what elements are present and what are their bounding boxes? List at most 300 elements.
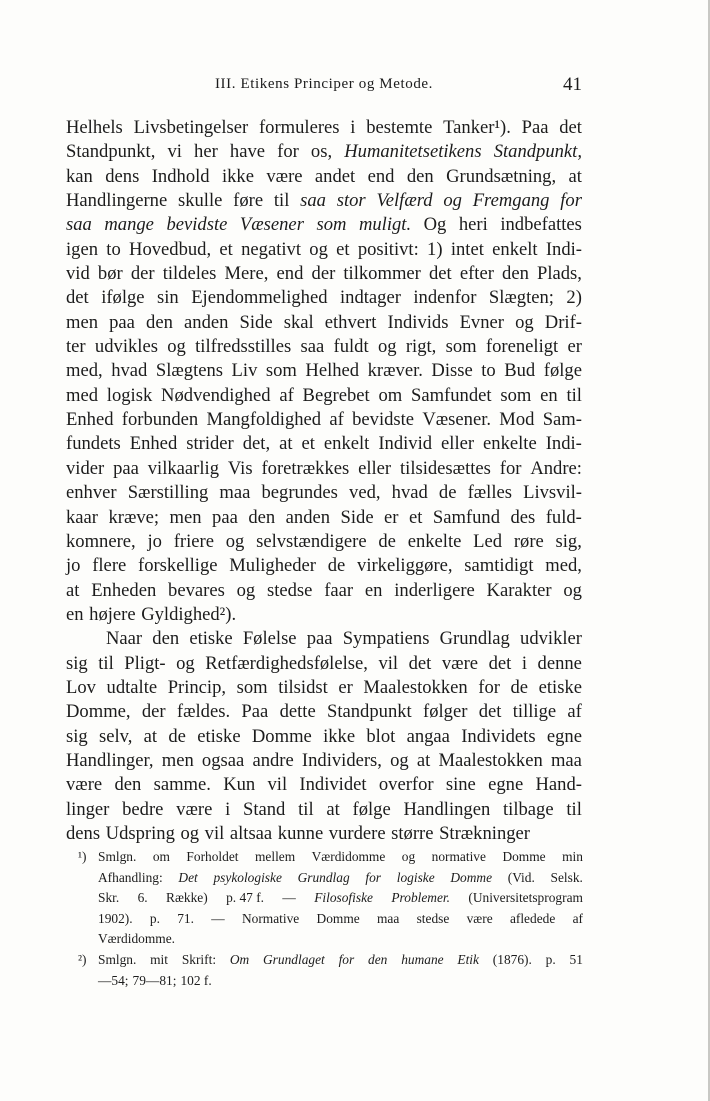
word: vid	[66, 263, 90, 285]
word: positivt:	[357, 238, 419, 260]
footnote-line	[98, 868, 583, 889]
word: tillige	[512, 701, 557, 723]
body-line	[66, 676, 582, 700]
word: forskellige	[138, 555, 218, 577]
word: være	[66, 774, 103, 796]
word: sine	[445, 774, 476, 796]
word: Smlgn.	[98, 951, 137, 967]
word: Plads,	[537, 263, 582, 285]
word: Individs	[387, 311, 449, 333]
body-text	[66, 116, 582, 846]
word: Slægtens	[155, 360, 224, 382]
italic-word: Filosofiske	[314, 890, 373, 906]
word: kan	[66, 165, 93, 187]
word: Led	[473, 530, 503, 552]
word: afledede	[509, 910, 556, 926]
footnote-mark: ¹)	[78, 849, 87, 864]
body-line	[66, 335, 582, 359]
word: den	[146, 311, 173, 333]
word: foreneligt	[485, 336, 559, 358]
body-line	[66, 652, 582, 676]
word: men	[161, 749, 194, 771]
italic-word: Domme	[450, 869, 493, 885]
word: Smlgn.	[98, 849, 137, 864]
word: ter	[66, 336, 86, 358]
word: som	[500, 384, 532, 406]
word: er	[567, 336, 582, 358]
word: os,	[310, 141, 333, 163]
word: i	[225, 798, 231, 820]
word: det	[408, 652, 432, 674]
word: dette	[279, 701, 316, 723]
word: den	[152, 628, 180, 650]
word: af	[329, 409, 344, 431]
word: 1902).	[98, 910, 133, 926]
word: med	[66, 384, 99, 406]
word: Livsvil-	[523, 482, 582, 504]
word: Pligt-	[124, 652, 166, 674]
word: hvad	[391, 482, 428, 504]
word: jo	[147, 530, 162, 552]
body-line	[66, 798, 582, 822]
word: Indi-	[545, 433, 582, 455]
italic-word: saa	[300, 190, 326, 212]
word: udvikles	[94, 336, 158, 358]
word: røre	[513, 530, 544, 552]
word: Hovedbud,	[129, 238, 212, 260]
word: tildeles	[162, 263, 217, 285]
word: strider	[186, 433, 234, 455]
italic-word: muligt.	[358, 214, 412, 236]
word: mellem	[254, 849, 296, 864]
word: Muligheder	[229, 555, 316, 577]
word: Følelse	[242, 628, 297, 650]
word: Standpunkt,	[66, 141, 156, 163]
word: Side	[340, 506, 374, 528]
word: tilsidst	[278, 676, 328, 698]
italic-word: Humanitetsetikens	[344, 141, 482, 163]
word: dens	[105, 165, 140, 187]
word: bevidste	[352, 409, 415, 431]
word: hvad	[111, 360, 148, 382]
word: Side	[239, 311, 273, 333]
word: angaa	[406, 725, 450, 747]
word: maa	[376, 910, 400, 926]
word: Domme	[316, 910, 360, 926]
word: af	[567, 701, 582, 723]
word: til	[98, 652, 114, 674]
word: paa	[212, 506, 238, 528]
word: enkelte	[407, 530, 462, 552]
word: Væsener.	[422, 409, 492, 431]
word: egne	[488, 774, 524, 796]
italic-word: bevidste	[166, 214, 228, 236]
italic-word: Fremgang	[472, 190, 550, 212]
word: p.	[545, 951, 556, 967]
word: det	[488, 652, 512, 674]
word: er	[338, 676, 353, 698]
word: Naar	[106, 628, 143, 650]
word: fuldt	[333, 336, 369, 358]
word: blot	[366, 725, 396, 747]
word: enkelt	[492, 238, 538, 260]
word: vurdere	[328, 822, 386, 844]
word: samme.	[153, 774, 211, 796]
body-line	[66, 165, 582, 189]
word: de	[168, 725, 186, 747]
word: men	[66, 311, 99, 333]
word: etiske	[197, 725, 241, 747]
word: det	[428, 263, 452, 285]
body-line	[66, 506, 582, 530]
word: at	[416, 749, 431, 771]
word: andre	[252, 749, 294, 771]
word: Strækninger	[439, 822, 530, 844]
word: Enhed	[66, 409, 114, 431]
word: Slægten;	[488, 287, 554, 309]
word: ethvert	[324, 311, 377, 333]
word: Karakter	[486, 579, 552, 601]
word: egne	[546, 725, 582, 747]
word: udtalte	[106, 676, 158, 698]
word: kaar	[66, 506, 98, 528]
word: paa	[113, 457, 139, 479]
word: foretrækkes	[261, 457, 350, 479]
word: indtager	[340, 287, 401, 309]
word: Domme	[251, 725, 312, 747]
word: 79—81;	[132, 972, 177, 988]
word: her	[194, 141, 218, 163]
italic-word: logiske	[396, 869, 435, 885]
word: igen	[66, 238, 99, 260]
word: (1876).	[492, 951, 532, 967]
word: indbefattes	[500, 214, 582, 236]
body-line	[66, 432, 582, 456]
word: af	[572, 910, 583, 926]
word: altsaa	[229, 822, 273, 844]
body-line	[66, 603, 582, 627]
word: indenfor	[413, 287, 477, 309]
footnote-mark: ²)	[78, 951, 87, 967]
word: Enheden	[91, 579, 157, 601]
italic-word: for	[560, 190, 582, 212]
word: for	[277, 141, 299, 163]
word: eller	[441, 433, 475, 455]
word: udvikler	[520, 628, 582, 650]
word: det,	[242, 433, 271, 455]
word: etiske	[538, 676, 582, 698]
word: Retfærdighedsfølelse,	[205, 652, 368, 674]
word: selvstændigere	[256, 530, 367, 552]
word: Maalestokken	[438, 749, 543, 771]
body-line	[66, 189, 582, 213]
word: vil	[378, 652, 399, 674]
word: om	[378, 384, 403, 406]
word: det	[559, 117, 582, 138]
word: følge	[543, 360, 582, 382]
word: Lov	[66, 676, 96, 698]
word: Række)	[166, 890, 208, 906]
body-line	[66, 725, 582, 749]
word: Samfundet	[411, 384, 492, 406]
word: mit	[150, 951, 168, 967]
word: der	[311, 263, 336, 285]
word: Særstilling	[127, 482, 209, 504]
word: den	[114, 774, 142, 796]
body-line	[66, 530, 582, 554]
word: eller	[358, 457, 392, 479]
word: et	[408, 506, 423, 528]
word: jo	[66, 555, 81, 577]
word: Gyldighed²).	[141, 603, 237, 625]
word: at	[143, 725, 158, 747]
word: vider	[66, 457, 105, 479]
word: fælles	[467, 482, 512, 504]
footnote-line	[98, 950, 583, 971]
italic-word: stor	[336, 190, 366, 212]
word: Individet	[299, 774, 367, 796]
footnote-line	[98, 847, 583, 868]
word: tilsidesættes	[399, 457, 491, 479]
word: Samfund	[432, 506, 500, 528]
word: Princip,	[167, 676, 227, 698]
italic-word: Problemer.	[391, 890, 450, 906]
word: flere	[92, 555, 127, 577]
word: til	[566, 798, 582, 820]
word: at	[66, 579, 80, 601]
word: andet	[314, 165, 356, 187]
body-line	[66, 457, 582, 481]
body-line	[66, 116, 582, 140]
word: samtidigt	[464, 555, 534, 577]
word: sin	[157, 287, 179, 309]
running-title: III. Etikens Principer og Metode.	[214, 76, 434, 92]
word: inderligere	[394, 579, 475, 601]
word: føre	[233, 190, 264, 212]
body-line	[66, 579, 582, 603]
word: i	[521, 652, 527, 674]
word: —54;	[98, 972, 129, 988]
word: p. 47 f.	[226, 890, 265, 906]
word: Domme,	[66, 701, 131, 723]
italic-word: Velfærd	[376, 190, 433, 212]
word: de	[378, 530, 396, 552]
word: anden	[285, 506, 331, 528]
word: til	[298, 798, 314, 820]
word: Indi-	[545, 238, 582, 260]
word: efter	[459, 263, 494, 285]
italic-word: for	[338, 951, 355, 967]
word: til	[566, 384, 582, 406]
page-number: 41	[563, 74, 582, 95]
word: Individers,	[301, 749, 382, 771]
word: saa	[300, 336, 325, 358]
italic-word: som	[316, 214, 347, 236]
word: Stand	[243, 798, 286, 820]
body-line	[66, 749, 582, 773]
word: Handlingen	[403, 798, 491, 820]
word: der	[130, 263, 155, 285]
word: ikke	[323, 725, 356, 747]
word: 51	[569, 951, 583, 967]
word: (Universitetsprogram	[468, 890, 583, 906]
word: Handlinger,	[66, 749, 154, 771]
body-line	[66, 384, 582, 408]
word: des	[510, 506, 536, 528]
word: enkelte	[483, 433, 537, 455]
word: Enhed	[129, 433, 178, 455]
word: 102 f.	[180, 972, 212, 988]
word: enkelt	[323, 433, 370, 455]
word: som	[445, 336, 477, 358]
word: dens	[66, 822, 101, 844]
footnote-line	[98, 929, 583, 950]
word: Paa	[521, 117, 549, 138]
word: følge	[352, 798, 391, 820]
word: Skr.	[98, 890, 120, 906]
word: Grundsætning,	[446, 165, 557, 187]
word: Individets	[461, 725, 536, 747]
word: to	[106, 238, 121, 260]
word: Handlingerne	[66, 190, 168, 212]
word: være	[441, 652, 479, 674]
word: tilbage	[503, 798, 554, 820]
word: for	[478, 676, 500, 698]
italic-word: saa	[66, 214, 92, 236]
word: Evner	[459, 311, 504, 333]
word: og	[236, 579, 256, 601]
word: stedse	[266, 579, 313, 601]
word: 6.	[137, 890, 148, 906]
word: Bud	[504, 360, 536, 382]
running-header	[66, 74, 582, 102]
word: være	[176, 798, 213, 820]
word: Udspring	[105, 822, 175, 844]
word: og	[563, 579, 582, 601]
word: højere	[89, 603, 136, 625]
word: kræve;	[108, 506, 160, 528]
word: intet	[450, 238, 484, 260]
word: de	[510, 676, 529, 698]
word: Individ	[378, 433, 433, 455]
word: Grundlag	[439, 628, 510, 650]
word: anden	[184, 311, 229, 333]
word: den	[502, 263, 529, 285]
word: faar	[324, 579, 354, 601]
word: det	[66, 287, 89, 309]
body-line	[66, 773, 582, 797]
word: Drif-	[544, 311, 582, 333]
word: som	[236, 676, 268, 698]
word: Afhandling:	[98, 869, 163, 885]
word: med,	[545, 555, 582, 577]
italic-word: Væsener	[239, 214, 304, 236]
word: Kun	[223, 774, 256, 796]
body-line	[66, 262, 582, 286]
body-line	[66, 408, 582, 432]
word: maa	[219, 482, 251, 504]
word: min	[562, 849, 583, 864]
word: denne	[537, 652, 582, 674]
word: Paa	[241, 701, 269, 723]
word: have	[229, 141, 266, 163]
word: og	[309, 238, 328, 260]
word: og	[167, 336, 186, 358]
word: følger	[423, 701, 468, 723]
word: Livsbetingelser	[133, 117, 249, 138]
word: stedse	[416, 910, 450, 926]
italic-word: Om	[229, 951, 250, 967]
italic-word: Det	[178, 869, 198, 885]
word: Værdidomme	[311, 849, 386, 864]
word: vilkaarlig	[147, 457, 220, 479]
italic-word: Etik	[457, 951, 479, 967]
word: i	[350, 117, 356, 138]
word: ogsaa	[201, 749, 245, 771]
word: en	[364, 579, 383, 601]
word: kræver.	[367, 360, 423, 382]
word: for	[499, 457, 522, 479]
word: at	[568, 165, 582, 187]
word: Maalestokken	[363, 676, 468, 698]
word: om	[152, 849, 170, 864]
word: at	[279, 433, 293, 455]
word: Tanker¹).	[443, 117, 511, 138]
word: logisk	[106, 384, 153, 406]
body-line	[66, 627, 582, 651]
word: et	[219, 238, 233, 260]
word: 2)	[566, 287, 582, 309]
word: kunne	[277, 822, 324, 844]
body-line	[66, 311, 582, 335]
footnote	[78, 950, 583, 991]
word: Indhold	[151, 165, 210, 187]
word: være	[466, 910, 493, 926]
word: skulle	[177, 190, 223, 212]
word: Domme	[502, 849, 546, 864]
word: end	[276, 263, 304, 285]
word: —	[211, 910, 225, 926]
word: komnere,	[66, 530, 136, 552]
word: Selsk.	[550, 869, 583, 885]
word: formuleres	[258, 117, 340, 138]
word: 71.	[177, 910, 194, 926]
word: bevares	[168, 579, 225, 601]
italic-word: humane	[401, 951, 444, 967]
word: med,	[66, 360, 103, 382]
word: begrundes	[261, 482, 338, 504]
word: rigt,	[405, 336, 437, 358]
italic-word: den	[368, 951, 388, 967]
word: heri	[458, 214, 488, 236]
body-line	[66, 140, 582, 164]
italic-word: for	[365, 869, 382, 885]
word: bør	[97, 263, 123, 285]
italic-word: psykologiske	[213, 869, 282, 885]
word: og	[401, 849, 416, 864]
word: skal	[283, 311, 314, 333]
word: —	[282, 890, 296, 906]
word: overfor	[378, 774, 434, 796]
italic-word: Standpunkt,	[493, 141, 582, 163]
word: sig	[66, 725, 88, 747]
word: Begrebet	[302, 384, 370, 406]
footnote-line	[98, 888, 583, 909]
italic-word: Grundlaget	[263, 951, 325, 967]
word: enhver	[66, 482, 117, 504]
word: paa	[109, 311, 135, 333]
word: ved,	[349, 482, 381, 504]
